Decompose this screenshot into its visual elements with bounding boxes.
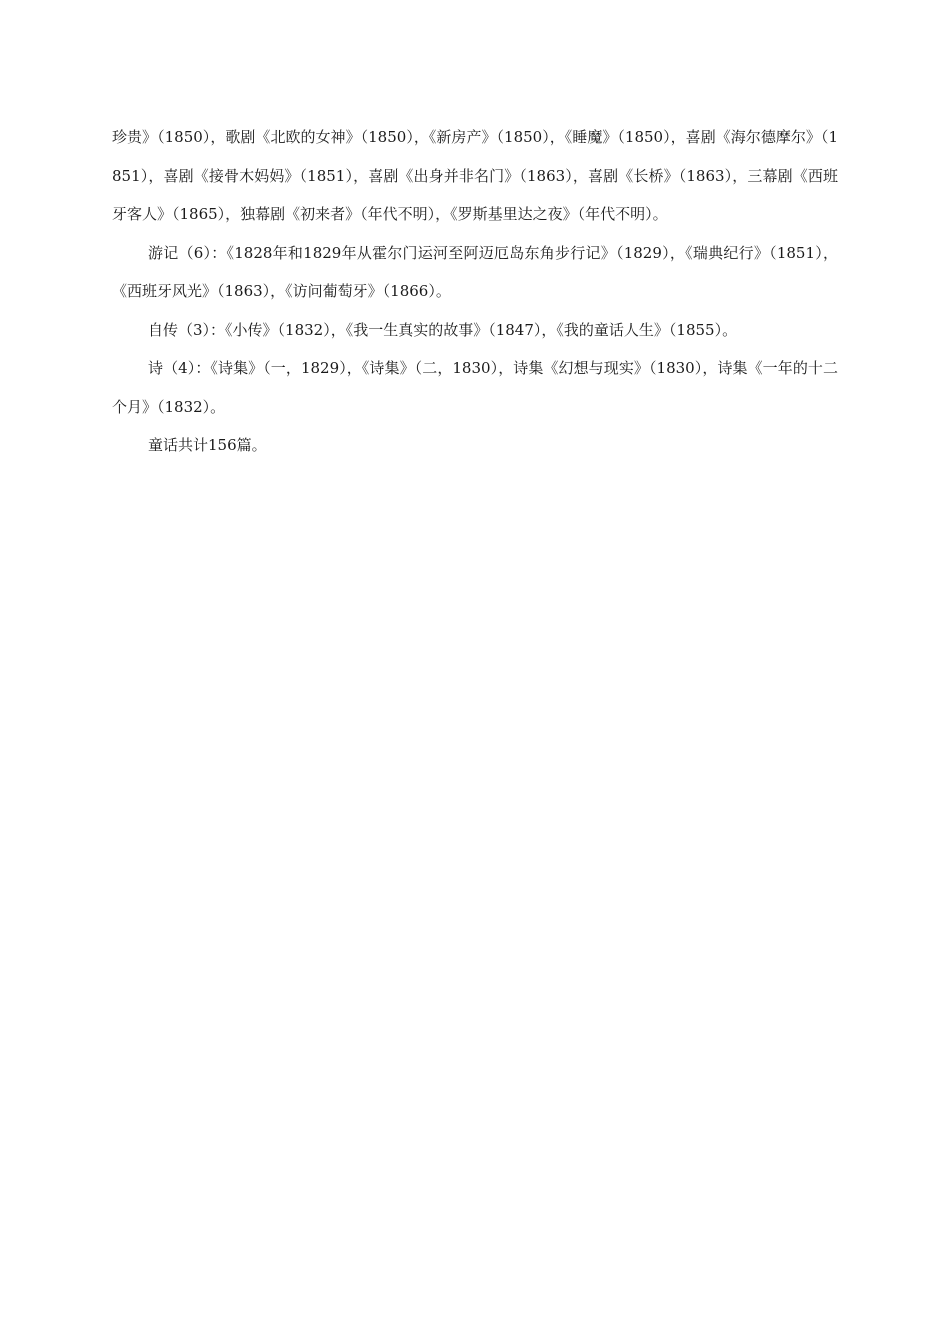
paragraph-travelogues: 游记（6）：《1828年和1829年从霍尔门运河至阿迈厄岛东角步行记》（1829），《瑞典纪行》（1851），《西班牙风光》（1863），《访问葡萄牙》（1866）。	[112, 243, 838, 300]
paragraph-poems: 诗（4）：《诗集》（一，1829），《诗集》（二，1830），诗集《幻想与现实》（1830），诗集《一年的十二个月》（1832）。	[112, 359, 838, 416]
paragraph-drama-continued: 珍贵》（1850），歌剧《北欧的女神》（1850），《新房产》（1850），《睡魔》（1850），喜剧《海尔德摩尔》（1851），喜剧《接骨木妈妈》（1851），喜剧《出身并非名门》（1863），喜剧《长桥》（1863），三幕剧《西班牙客人》（1865），独幕剧《初来者》（年代不明），《罗斯基里达之夜》（年代不明）。	[112, 128, 838, 223]
paragraph-fairy-tales-count: 童话共计156篇。	[148, 436, 267, 454]
paragraph-autobiographies: 自传（3）：《小传》（1832），《我一生真实的故事》（1847），《我的童话人生》（1855）。	[148, 320, 738, 339]
document-page	[112, 118, 838, 465]
